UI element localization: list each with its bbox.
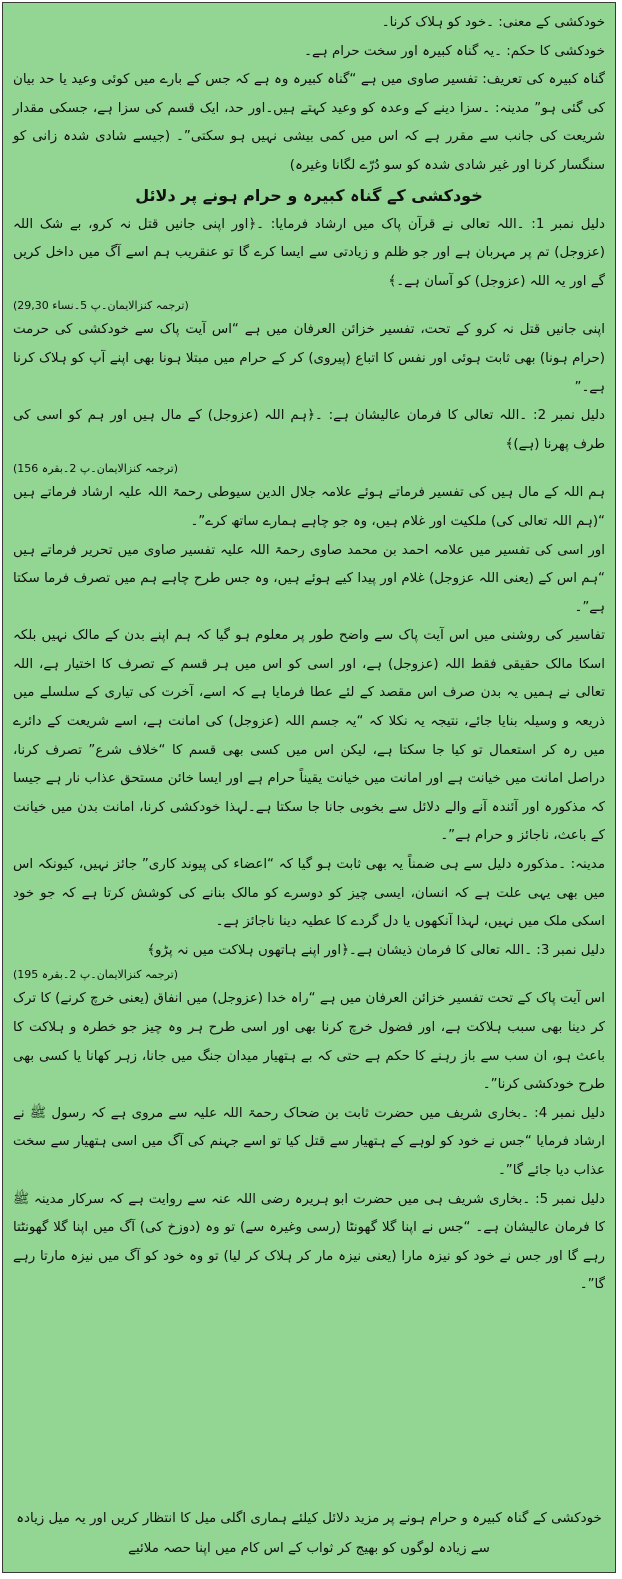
section-heading: خودکشی کے گناہ کبیرہ و حرام ہونے پر دلائل [135,185,483,205]
tafseer-1: اپنی جانیں قتل نہ کرو کے تحت، تفسیر خزائن العرفان میں ہے “اس آیت پاک سے خودکشی کی حرمت (حرام ہونا) بھی ثابت ہوئی اور نفس کا اتباع (پیروی) کر کے حرام میں مبتلا ہونا بھی اپنے آپ کو ہلاک کرنا ہے۔” [13,322,605,395]
reference-3: (ترجمہ کنزالایمان۔پ 2۔بقرہ 195) [13,968,179,982]
evidence-4: دلیل نمبر 4: ۔بخاری شریف میں حضرت ثابت بن ضحاک رحمۃ اللہ علیہ سے مروی ہے کہ رسول ﷺ نے ارشاد فرمایا “جس نے خود کو لوہے کے ہتھیار سے قتل کیا تو اسے جہنم کی آگ میں اسی ہتھیار سے سخت عذاب دیا جائے گا”۔ [13,1105,606,1178]
tafseer-sawi: اور اسی کی تفسیر میں علامہ احمد بن محمد صاوی رحمۃ اللہ علیہ تفسیر صاوی میں تحریر فرماتے ہیں “ہم اس کے (یعنی اللہ عزوجل) غلام اور پیدا کیے ہوئے ہیں، وہ جس طرح چاہے ہم میں تصرف فرما سکتا ہے”۔ [13,542,605,615]
document-body [3,3,615,1300]
definition-ruling: خودکشی کا حکم: ۔یہ گناہ کبیرہ اور سخت حرام ہے۔ [304,43,605,59]
definition-meaning: خودکشی کے معنی: ۔خود کو ہلاک کرنا۔ [381,15,605,30]
footer-note: خودکشی کے گناہ کبیرہ و حرام ہونے پر مزید دلائل کیلئے ہماری اگلی میل کا انتظار کریں اور یہ میل زیادہ سے زیادہ لوگوں کو بھیج کر ثواب کے اس کام میں اپنا حصہ ملائیے [16,1511,602,1557]
note-organ-donation: مدینہ: ۔مذکورہ دلیل سے ہی ضمناً یہ بھی ثابت ہو گیا کہ “اعضاء کی پیوند کاری” جائز نہیں، کیونکہ اس میں بھی یہی علت ہے کہ انسان، ایسی چیز کو دوسرے کو مالک بنانے کی کوشش کرتا ہے کہ جو خود اسکی ملک میں نہیں، لہذا آنکھوں یا دل گردے کا عطیہ دینا ناجائز ہے۔ [13,857,605,930]
explanation-trust: تفاسیر کی روشنی میں اس آیت پاک سے واضح طور پر معلوم ہو گیا کہ ہم اپنے بدن کے مالک نہیں بلکہ اسکا مالک حقیقی فقط اللہ (عزوجل) ہے، اور اسی کو اس میں ہر قسم کے تصرف کا اختیار ہے، اللہ تعالی نے ہمیں یہ بدن صرف اس مقصد کے لئے عطا فرمایا ہے کہ اسے، آخرت کی تیاری کے سلسلے میں ذریعہ و وسیلہ بنایا جائے، نتیجہ یہ نکلا کہ “یہ جسم اللہ (عزوجل) کی امانت ہے، اسے شریعت کے دائرے میں رہ کر استعمال تو کیا جا سکتا ہے، لیکن اس میں کسی بھی قسم کا “خلاف شرع” تصرف کرنا، دراصل امانت میں خیانت ہے اور امانت میں خیانت یقیناً حرام ہے اور ایسا خائن مستحق عذاب نار ہے جیسا کہ مذکورہ اور آئندہ آنے والے دلائل سے بخوبی جانا جا سکتا ہے۔لہذا خودکشی کرنا، امانت بدن میں خیانت کے باعث، ناجائز و حرام ہے”۔ [13,628,605,844]
reference-2: (ترجمہ کنزالایمان۔پ 2۔بقرہ 156) [13,462,179,476]
evidence-3: دلیل نمبر 3: ۔اللہ تعالی کا فرمان ذیشان ہے۔﴿اور اپنے ہاتھوں ہلاکت میں نہ پڑو﴾ [147,942,605,958]
tafseer-3: اس آیت پاک کے تحت تفسیر خزائن العرفان میں ہے “راہ خدا (عزوجل) میں انفاق (یعنی خرچ کرنے) کا ترک کر دینا بھی سبب ہلاکت ہے، اور فضول خرچ کرنا بھی اور اسی طرح ہر وہ چیز جو خطرہ و ہلاکت کا باعث ہو، ان سب سے باز رہنے کا حکم ہے حتی کہ بے ہتھیار میدان جنگ میں جانا، زہر کھانا یا کسی بھی طرح خودکشی کرنا”۔ [13,991,605,1093]
reference-1: (ترجمہ کنزالایمان۔پ 5۔نساء 29,30) [13,299,189,313]
document-frame [2,2,616,1573]
evidence-5: دلیل نمبر 5: ۔بخاری شریف ہی میں حضرت ابو ہریرہ رضی اللہ عنہ سے روایت ہے کہ سرکار مدینہ ﷺ کا فرمان عالیشان ہے۔ “جس نے اپنا گلا گھونٹا (رسی وغیرہ سے) تو وہ (دوزخ کی) آگ میں اپنا گلا گھونٹتا رہے گا اور جس نے خود کو نیزہ مارا (یعنی نیزہ مار کر ہلاک کر لیا) تو وہ خود کو آگ میں نیزہ مارتا رہے گا”۔ [13,1191,606,1293]
evidence-1: دلیل نمبر 1: ۔اللہ تعالی نے قرآن پاک میں ارشاد فرمایا: ۔﴿اور اپنی جانیں قتل نہ کرو، بے شک اللہ (عزوجل) تم پر مہربان ہے اور جو ظلم و زیادتی سے ایسا کرے گا تو عنقریب ہم اسے آگ میں داخل کریں گے اور یہ اللہ (عزوجل) کو آسان ہے۔﴾ [13,216,606,289]
definition-major-sin: گناہ کبیرہ کی تعریف: تفسیر صاوی میں ہے “گناہ کبیرہ وہ ہے کہ جس کے بارے میں کوئی وعید یا حد بیان کی گئی ہو” مدینہ: ۔سزا دینے کے وعدہ کو وعید کہتے ہیں۔اور حد، ایک قسم کی سزا ہے، جسکی مقدار شریعت کی جانب سے مقرر ہے کہ اس میں کمی بیشی نہیں ہو سکتی”۔ (جیسے شادی شدہ زانی کو سنگسار کرنا اور غیر شادی شدہ کو سو دُرّے لگانا وغیرہ) [13,72,605,173]
evidence-2: دلیل نمبر 2: ۔اللہ تعالی کا فرمان عالیشان ہے: ۔﴿ہم اللہ (عزوجل) کے مال ہیں اور ہم کو اسی کی طرف پھرنا (ہے)﴾ [13,408,605,452]
tafseer-suyuti: ہم اللہ کے مال ہیں کی تفسیر فرماتے ہوئے علامہ جلال الدین سیوطی رحمۃ اللہ علیہ ارشاد فرماتے ہیں “(ہم اللہ تعالی کی) ملکیت اور غلام ہیں، وہ جو چاہے ہمارے ساتھ کرے”۔ [13,485,605,529]
